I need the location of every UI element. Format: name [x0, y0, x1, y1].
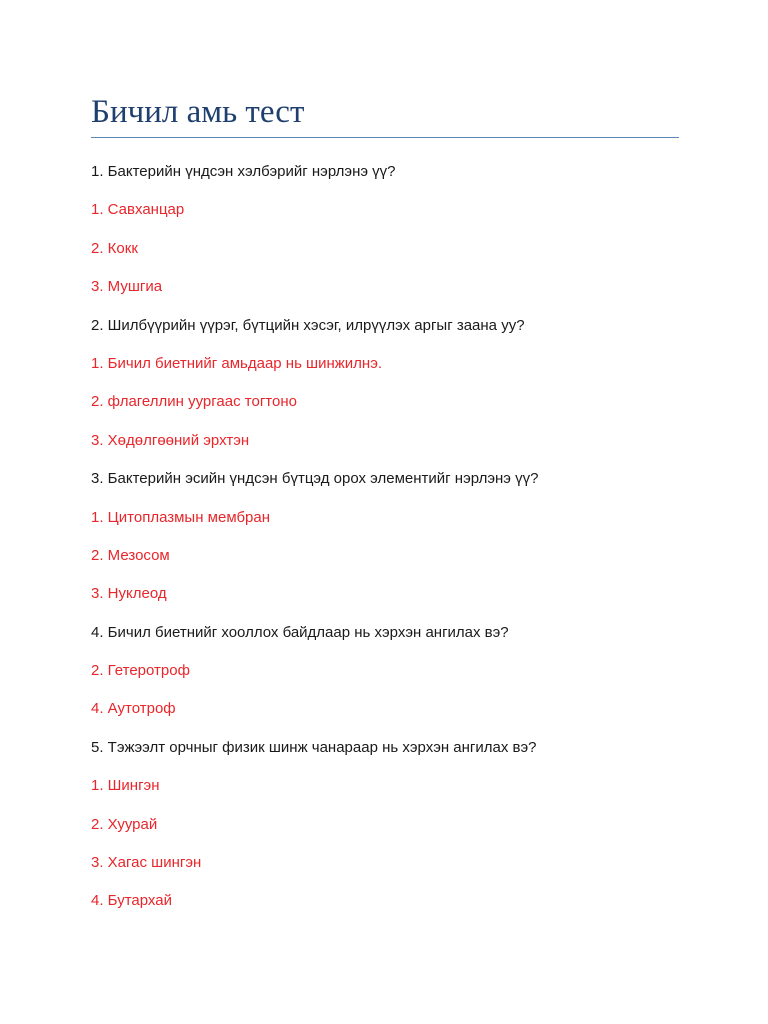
answer-2-2: 2. флагеллин уургаас тогтоно — [91, 393, 297, 411]
answer-1-2: 2. Кокк — [91, 239, 138, 257]
question-3: 3. Бактерийн эсийн үндсэн бүтцэд орох элементийг нэрлэнэ үү? — [91, 470, 539, 488]
question-1: 1. Бактерийн үндсэн хэлбэрийг нэрлэнэ үү? — [91, 163, 396, 180]
question-2: 2. Шилбүүрийн үүрэг, бүтцийн хэсэг, илрүүлэх аргыг заана уу? — [91, 316, 525, 334]
answer-4-2: 4. Аутотроф — [91, 700, 176, 718]
answer-3-3: 3. Нуклеод — [91, 585, 167, 603]
answer-5-1: 1. Шингэн — [91, 777, 160, 795]
answer-1-3: 3. Мушгиа — [91, 278, 163, 296]
answer-4-1: 2. Гетеротроф — [91, 662, 190, 680]
answer-3-2: 2. Мезосом — [91, 546, 170, 564]
answer-2-3: 3. Хөдөлгөөний эрхтэн — [91, 431, 250, 449]
document-title: Бичил амь тест — [91, 94, 305, 130]
question-4: 4. Бичил биетнийг хооллох байдлаар нь хэрхэн ангилах вэ? — [91, 623, 509, 641]
answer-2-1: 1. Бичил биетнийг амьдаар нь шинжилнэ. — [91, 354, 383, 372]
answer-1-1: 1. Савханцар — [91, 201, 185, 219]
question-5: 5. Тэжээлт орчныг физик шинж чанараар нь хэрхэн ангилах вэ? — [91, 738, 537, 756]
question-list — [91, 160, 679, 928]
answer-5-4: 4. Бутархай — [91, 892, 172, 910]
answer-5-2: 2. Хуурай — [91, 815, 158, 833]
answer-3-1: 1. Цитоплазмын мембран — [91, 508, 271, 526]
answer-5-3: 3. Хагас шингэн — [91, 854, 202, 872]
title-underline — [91, 137, 679, 138]
